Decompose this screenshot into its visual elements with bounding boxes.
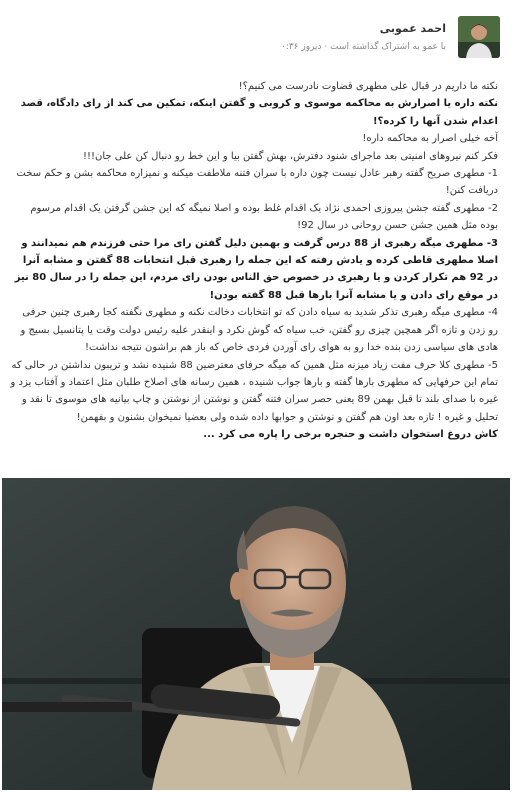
post-paragraph-7: 3- مطهری میگه رهبری از 88 درس گرفت و بهمین دلیل گفتن رای مرا حتی فرزندم هم نمیدانند و اصلا مطهری قاطی کرده و یادش رفته که این جمله را رهبری قبل انتخابات 88 گفتن و مشابه آنرا در 92 هم تکرار کردن و یا رهبری در خصوص حق الناس بودن رای مردم، این جمله را در سال 80 نیز در موقع رای دادن و یا مشابه آنرا بارها قبل 88 گفته بودن! <box>14 237 498 301</box>
avatar[interactable] <box>458 16 500 58</box>
post-meta: با عمو به اشتراک گذاشته است · دیروز ۰:۳۶ <box>280 42 446 52</box>
post-photo-portrait <box>2 478 510 790</box>
post-paragraph-8: 4- مطهری میگه رهبری تذکر شدید به سیاه دادن که تو انتخابات دخالت نکنه و مطهری نگفته کجا رهبری چنین حرفی رو زدن و تازه اگر همچین چیزی رو گفتن، خب سیاه که گوش نکرد و اینقدر علیه رئیس دولت وقت یا پتانسیل بسیج و هادی های سیاسی زدن بنده خدا رو به هوای رای آوردن فردی خاص که باز هم براشون نتیجه نداشت! <box>20 307 498 354</box>
post-photo[interactable] <box>2 478 510 790</box>
post-paragraph-5: 1- مطهری صریح گفته رهبر عادل نیست چون داره با سران فتنه ملاطفت میکنه و نمیزاره محاکمه بشن و حکم سخت دریافت کنن! <box>16 168 498 197</box>
post-paragraph-6: 2- مطهری گفته جشن پیروزی احمدی نژاد یک اقدام غلط بوده و اصلا نمیگه که این جشن گرفتن یک اقدام مرسوم بوده مثل همین جشن حسن روحانی در سال 92! <box>30 202 498 232</box>
post-paragraph-9: 5- مطهری کلا حرف مفت زیاد میزنه مثل همین که میگه حرفای معترضین 88 شنیده نشد و تریبون نداشتن در حالی که تمام این حرفهایی که مطهری بارها گفته و بارها جواب شنیده ، همین رسانه های اصلاح طلبان مثل اعتماد و آفتاب یزد و غیره با صدای بلند تا قبل بهمن 89 یعنی حصر سران فتنه گفتن و نوشتن از نوشتن و چاپ بیانیه های موسوی تا نقد و تحلیل و غیره ! تازه بعد اون هم گفتن و نوشتن و جوابها داده شده ولی بعضیا نمیخوان بشنون و بفهمن! <box>10 359 498 423</box>
post-header <box>14 12 500 60</box>
post-paragraph-3: آخه خیلی اصرار به محاکمه داره! <box>362 133 498 145</box>
post-paragraph-10: کاش دروغ استخوان داشت و حنجره برخی را پاره می کرد ... <box>203 429 498 441</box>
author-name[interactable]: احمد عموبی <box>379 22 446 35</box>
post-body <box>10 78 498 444</box>
post-paragraph-1: نکته ما داریم در قبال علی مطهری قضاوت نادرست می کنیم؟! <box>238 81 498 92</box>
avatar-image <box>458 16 500 58</box>
post-paragraph-4: فکر کنم نیروهای امنیتی بعد ماجرای شنود دفترش، بهش گفتن بیا و این خط رو دنبال کن علی جان!!! <box>83 150 498 162</box>
post-paragraph-2: نکته داره یا اصرارش به محاکمه موسوی و کروبی و گفتن اینکه، تمکین می کند از رای دادگاه، قصد اعدام شدن آنها را کرده؟! <box>20 98 498 127</box>
